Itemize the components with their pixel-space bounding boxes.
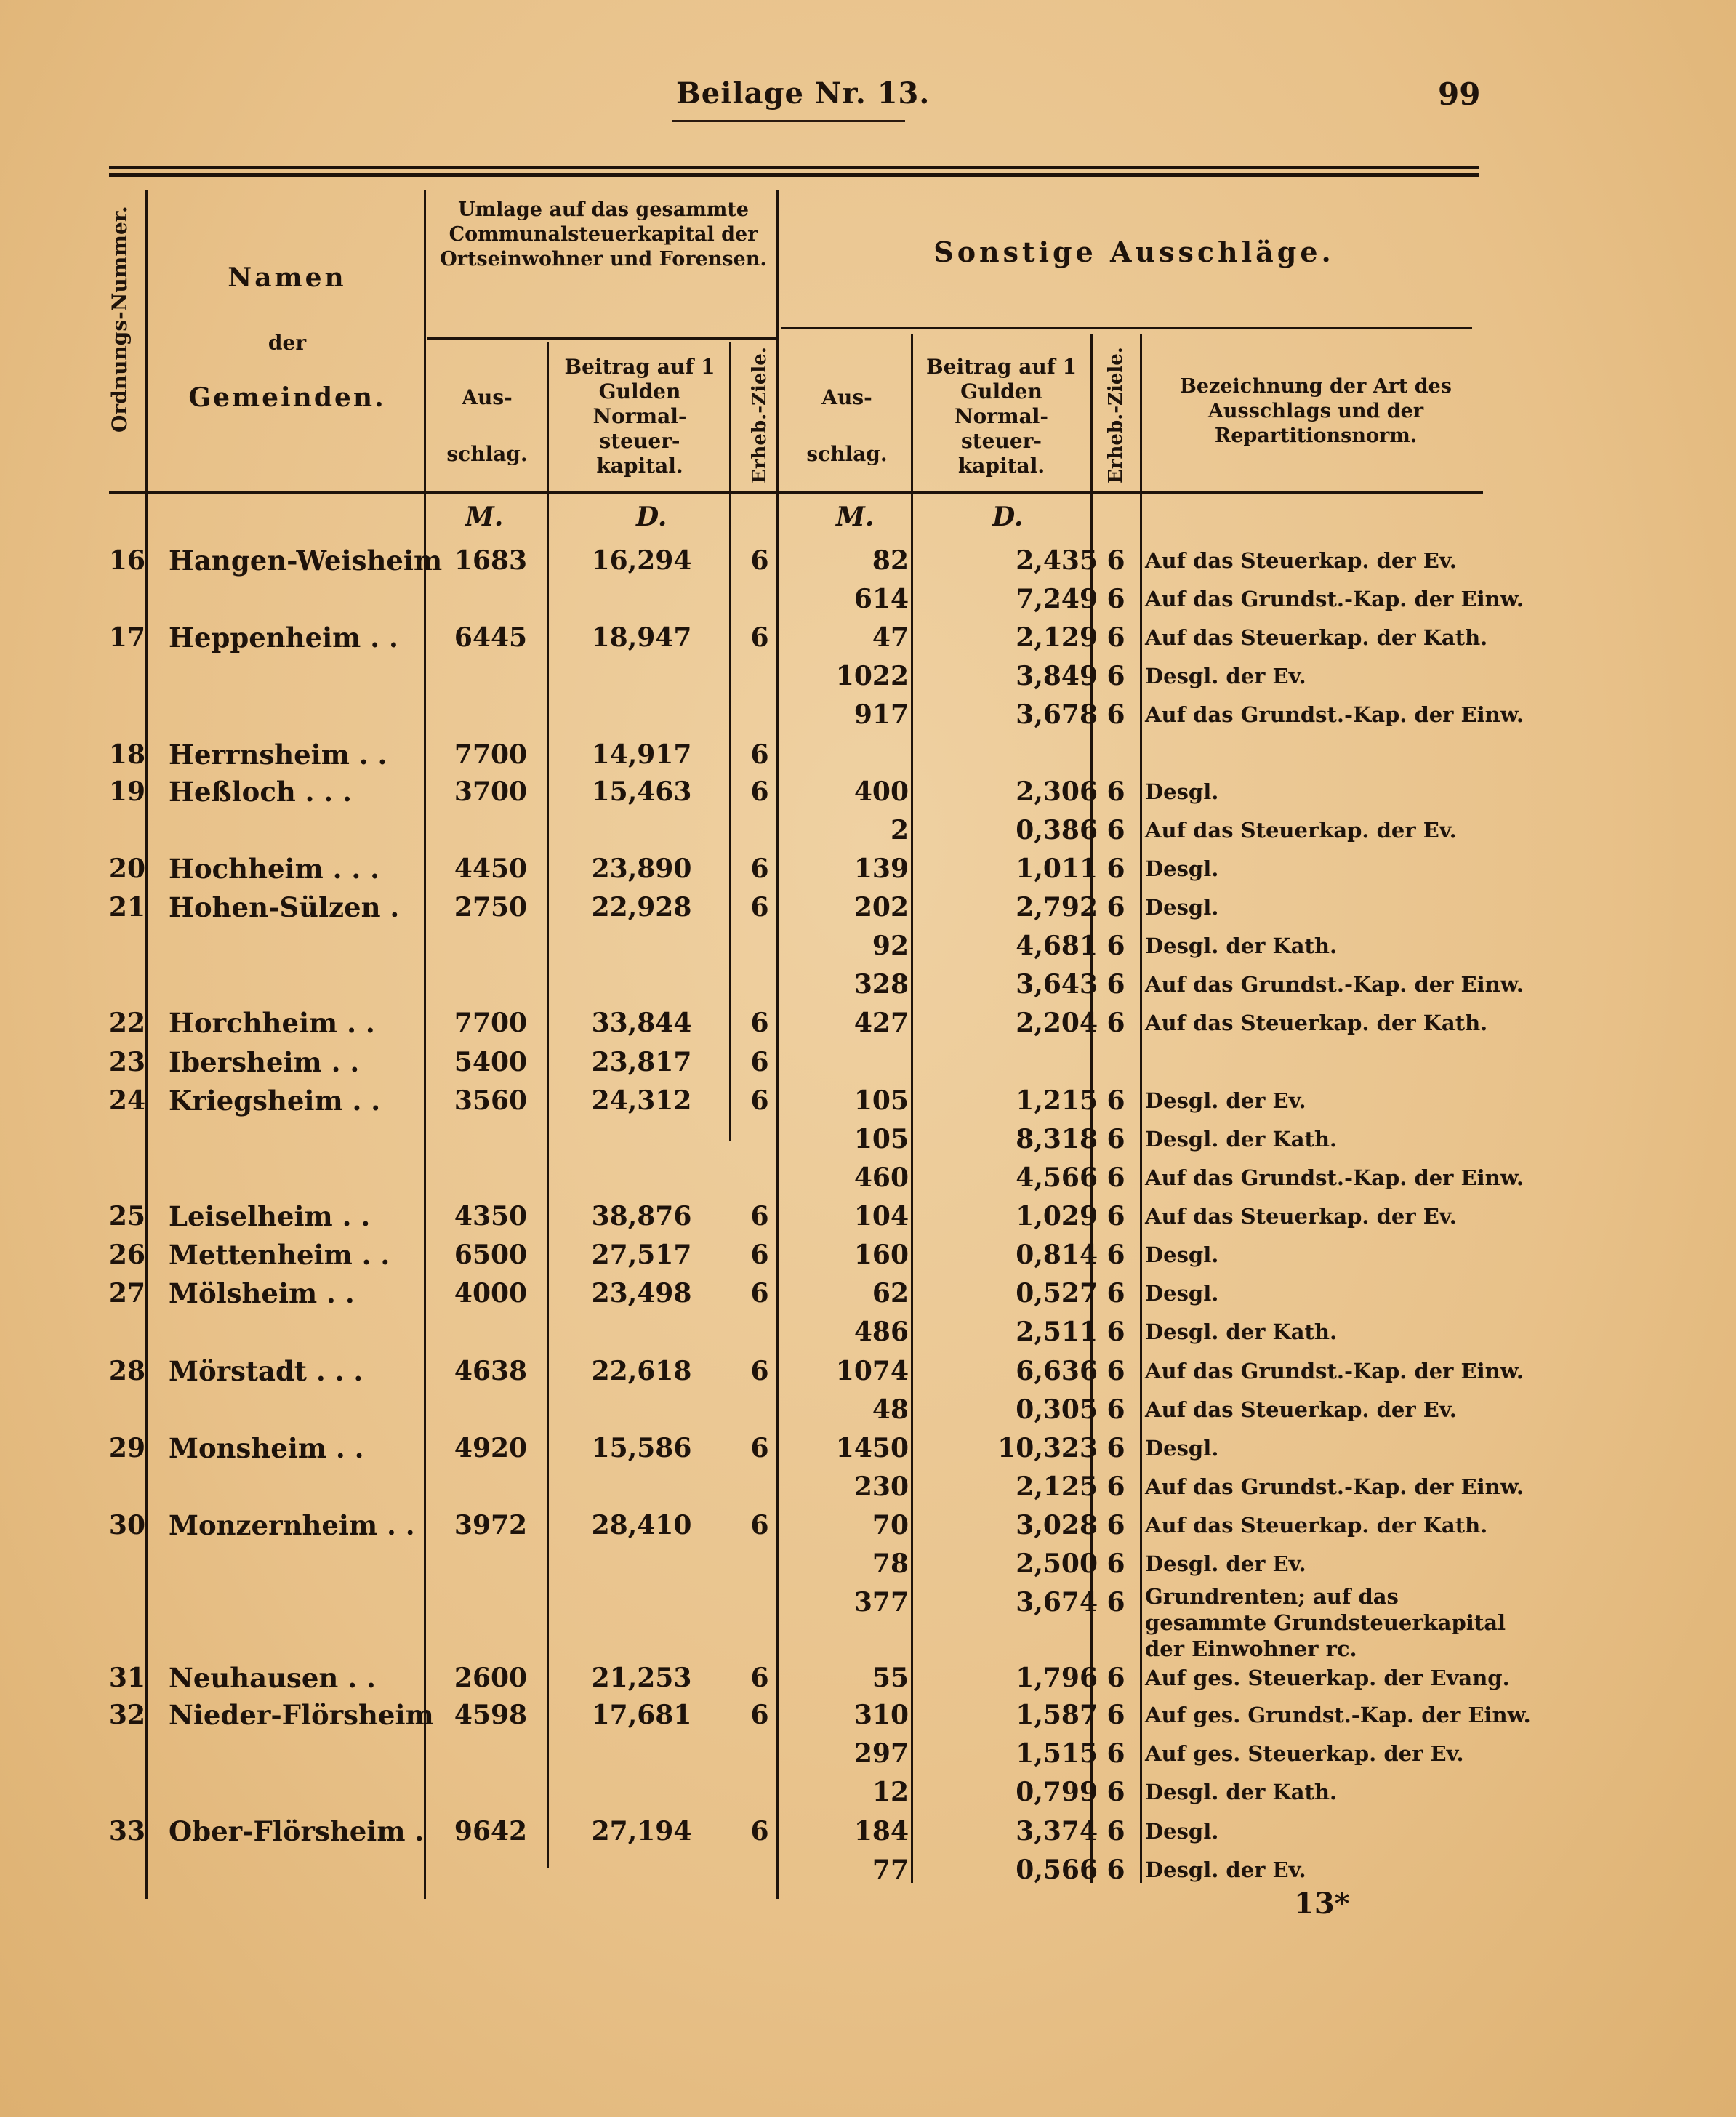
erheb-ziele-b-header: Erheb.-Ziele. xyxy=(1105,347,1127,483)
cell-num: 29 xyxy=(108,1433,145,1463)
cell-aus2: 105 xyxy=(853,1124,909,1154)
cell-aus2: 328 xyxy=(853,969,909,1000)
cell-bei2: 1,029 xyxy=(1016,1201,1098,1232)
cell-bei2: 0,814 xyxy=(1016,1240,1098,1270)
cell-aus2: 160 xyxy=(853,1240,909,1270)
cell-aus2: 400 xyxy=(853,776,909,807)
table-row xyxy=(0,1274,1736,1312)
cell-bei2: 2,306 xyxy=(1016,776,1098,807)
cell-aus: 9642 xyxy=(454,1816,528,1847)
unit-mark-b: M. xyxy=(836,502,875,532)
cell-aus2: 184 xyxy=(853,1816,909,1847)
cell-erh2: 6 xyxy=(1106,1548,1125,1579)
namen-header-1: Namen xyxy=(228,262,347,293)
cell-aus2: 12 xyxy=(872,1777,909,1807)
cell-bez: Auf das Grundst.-Kap. der Einw. xyxy=(1145,1359,1524,1383)
cell-aus2: 2 xyxy=(890,815,909,845)
table-row xyxy=(0,1197,1736,1235)
cell-aus: 7700 xyxy=(454,1008,528,1038)
cell-aus: 1683 xyxy=(454,545,528,576)
cell-erh: 6 xyxy=(750,1816,769,1847)
cell-bez: Auf das Steuerkap. der Ev. xyxy=(1145,1397,1457,1422)
cell-aus: 4920 xyxy=(454,1433,528,1463)
cell-bei2: 8,318 xyxy=(1016,1124,1098,1154)
cell-aus2: 1074 xyxy=(835,1356,909,1386)
cell-aus2: 139 xyxy=(853,853,909,884)
cell-bez: Auf das Steuerkap. der Ev. xyxy=(1145,548,1457,573)
cell-erh2: 6 xyxy=(1106,1777,1125,1807)
cell-bei: 18,947 xyxy=(591,622,692,653)
cell-name: Ober-Flörsheim . xyxy=(169,1815,425,1847)
cell-bei: 22,928 xyxy=(591,892,692,923)
beitrag-b-header: Beitrag auf 1 Gulden Normal-steuer-kapital. xyxy=(925,355,1077,478)
cell-erh2: 6 xyxy=(1106,931,1125,961)
namen-header-3: Gemeinden. xyxy=(188,382,386,413)
cell-erh2: 6 xyxy=(1106,1278,1125,1309)
table-row xyxy=(0,1506,1736,1544)
cell-aus2: 1450 xyxy=(835,1433,909,1463)
cell-bez: Auf das Grundst.-Kap. der Einw. xyxy=(1145,587,1524,611)
table-row xyxy=(0,1545,1736,1583)
cell-erh2: 6 xyxy=(1106,969,1125,1000)
cell-bei: 17,681 xyxy=(591,1700,692,1730)
table-row xyxy=(0,1696,1736,1734)
cell-num: 28 xyxy=(108,1356,145,1386)
table-row xyxy=(0,1773,1736,1811)
table-row xyxy=(0,1851,1736,1889)
cell-num: 30 xyxy=(108,1510,145,1540)
cell-erh2: 6 xyxy=(1106,1124,1125,1154)
cell-bei2: 2,129 xyxy=(1016,622,1098,653)
cell-name: Herrnsheim . . xyxy=(169,739,387,771)
cell-erh2: 6 xyxy=(1106,815,1125,845)
table-row xyxy=(0,580,1736,618)
table-row xyxy=(0,1659,1736,1697)
cell-aus: 3700 xyxy=(454,776,528,807)
cell-bei2: 1,587 xyxy=(1016,1700,1098,1730)
table-row xyxy=(0,1391,1736,1429)
cell-bei: 27,517 xyxy=(591,1240,692,1270)
bezeichnung-header: Bezeichnung der Art des Ausschlags und der Repartitionsnorm. xyxy=(1180,375,1452,447)
cell-erh2: 6 xyxy=(1106,1394,1125,1425)
cell-aus2: 1022 xyxy=(835,661,909,691)
umlage-subrule xyxy=(427,337,776,340)
page-number: 99 xyxy=(1438,76,1481,112)
cell-bei2: 4,681 xyxy=(1016,931,1098,961)
cell-erh2: 6 xyxy=(1106,1587,1125,1618)
cell-bez: Auf das Steuerkap. der Kath. xyxy=(1145,625,1488,650)
cell-aus: 2750 xyxy=(454,892,528,923)
umlage-header: Umlage auf das gesammte Communalsteuerkapital der Ortseinwohner und Forensen. xyxy=(440,198,767,270)
cell-bei2: 2,511 xyxy=(1016,1317,1098,1347)
cell-bez: Auf das Steuerkap. der Kath. xyxy=(1145,1513,1488,1538)
cell-num: 26 xyxy=(108,1240,145,1270)
unit-mark-a: M. xyxy=(465,502,504,532)
cell-bez: Desgl. der Kath. xyxy=(1145,1780,1338,1804)
cell-erh2: 6 xyxy=(1106,584,1125,614)
unit-pfennig-a: D. xyxy=(636,502,667,532)
cell-aus2: 614 xyxy=(853,584,909,614)
cell-aus: 5400 xyxy=(454,1047,528,1077)
cell-aus: 7700 xyxy=(454,739,528,770)
cell-name: Kriegsheim . . xyxy=(169,1085,381,1117)
cell-bei2: 1,011 xyxy=(1016,853,1098,884)
cell-name: Hochheim . . . xyxy=(169,853,380,885)
cell-aus: 3560 xyxy=(454,1085,528,1116)
table-row xyxy=(0,1352,1736,1390)
cell-erh: 6 xyxy=(750,1047,769,1077)
table-row xyxy=(0,1812,1736,1850)
cell-aus2: 70 xyxy=(872,1510,909,1540)
cell-aus: 3972 xyxy=(454,1510,528,1540)
table-row xyxy=(0,696,1736,734)
cell-bez: Desgl. xyxy=(1145,1819,1219,1844)
cell-erh: 6 xyxy=(750,1433,769,1463)
cell-erh2: 6 xyxy=(1106,776,1125,807)
cell-aus2: 486 xyxy=(853,1317,909,1347)
table-row xyxy=(0,542,1736,579)
cell-num: 21 xyxy=(108,892,145,923)
cell-num: 22 xyxy=(108,1008,145,1038)
cell-num: 19 xyxy=(108,776,145,807)
cell-name: Monsheim . . xyxy=(169,1432,364,1464)
cell-bei2: 1,515 xyxy=(1016,1738,1098,1769)
cell-erh2: 6 xyxy=(1106,1663,1125,1693)
cell-erh: 6 xyxy=(750,1663,769,1693)
cell-erh: 6 xyxy=(750,1240,769,1270)
table-row xyxy=(0,1429,1736,1467)
cell-aus2: 55 xyxy=(872,1663,909,1693)
aus-header-1: Aus- xyxy=(462,385,513,409)
cell-bez: Desgl. der Ev. xyxy=(1145,1857,1306,1882)
cell-name: Horchheim . . xyxy=(169,1007,375,1039)
cell-num: 25 xyxy=(108,1201,145,1232)
cell-name: Heßloch . . . xyxy=(169,776,353,808)
cell-bei: 15,586 xyxy=(591,1433,692,1463)
cell-aus: 4350 xyxy=(454,1201,528,1232)
cell-bei: 15,463 xyxy=(591,776,692,807)
top-rule-thin xyxy=(109,173,1479,177)
cell-bez: Desgl. xyxy=(1145,856,1219,881)
cell-erh: 6 xyxy=(750,622,769,653)
cell-erh2: 6 xyxy=(1106,1510,1125,1540)
signature-mark: 13* xyxy=(1294,1887,1350,1921)
cell-erh2: 6 xyxy=(1106,1201,1125,1232)
cell-erh: 6 xyxy=(750,1201,769,1232)
cell-aus: 4000 xyxy=(454,1278,528,1309)
cell-aus2: 92 xyxy=(872,931,909,961)
cell-erh: 6 xyxy=(750,892,769,923)
cell-name: Mörstadt . . . xyxy=(169,1355,363,1387)
cell-bez: Desgl. xyxy=(1145,895,1219,920)
cell-aus2: 47 xyxy=(872,622,909,653)
table-row xyxy=(0,1043,1736,1081)
cell-bei: 22,618 xyxy=(591,1356,692,1386)
cell-bei2: 0,799 xyxy=(1016,1777,1098,1807)
cell-aus: 2600 xyxy=(454,1663,528,1693)
title-underline xyxy=(672,120,905,122)
cell-bei2: 7,249 xyxy=(1016,584,1098,614)
cell-num: 20 xyxy=(108,853,145,884)
cell-bez: Grundrenten; auf das gesammte Grundsteuerkapital der Einwohner rc. xyxy=(1145,1584,1506,1661)
cell-bez: Desgl. xyxy=(1145,779,1219,804)
cell-bez: Desgl. xyxy=(1145,1281,1219,1306)
table-row xyxy=(0,811,1736,849)
cell-num: 23 xyxy=(108,1047,145,1077)
aus-b-header-1: Aus- xyxy=(821,385,872,409)
cell-num: 18 xyxy=(108,739,145,770)
cell-bez: Auf das Steuerkap. der Ev. xyxy=(1145,818,1457,843)
cell-erh2: 6 xyxy=(1106,853,1125,884)
cell-bei: 16,294 xyxy=(591,545,692,576)
cell-bez: Desgl. der Kath. xyxy=(1145,1319,1338,1344)
cell-bez: Desgl. der Ev. xyxy=(1145,664,1306,688)
cell-erh: 6 xyxy=(750,739,769,770)
table-row xyxy=(0,965,1736,1003)
cell-erh2: 6 xyxy=(1106,661,1125,691)
cell-bei2: 2,204 xyxy=(1016,1008,1098,1038)
cell-name: Heppenheim . . xyxy=(169,622,398,654)
cell-aus2: 460 xyxy=(853,1162,909,1193)
table-row xyxy=(0,1159,1736,1197)
cell-bei: 33,844 xyxy=(591,1008,692,1038)
aus-header-2: schlag. xyxy=(446,442,528,466)
cell-name: Neuhausen . . xyxy=(169,1662,376,1694)
table-row xyxy=(0,1082,1736,1120)
cell-bez: Desgl. xyxy=(1145,1436,1219,1461)
cell-bei: 21,253 xyxy=(591,1663,692,1693)
cell-aus2: 310 xyxy=(853,1700,909,1730)
cell-bei: 23,817 xyxy=(591,1047,692,1077)
cell-bei2: 1,796 xyxy=(1016,1663,1098,1693)
cell-erh: 6 xyxy=(750,1278,769,1309)
cell-name: Nieder-Flörsheim xyxy=(169,1699,434,1731)
cell-bei2: 3,678 xyxy=(1016,699,1098,730)
cell-bei2: 6,636 xyxy=(1016,1356,1098,1386)
table-row xyxy=(0,1468,1736,1506)
cell-bez: Auf das Grundst.-Kap. der Einw. xyxy=(1145,972,1524,997)
cell-bei2: 0,386 xyxy=(1016,815,1098,845)
unit-pfennig-b: D. xyxy=(992,502,1024,532)
table-row xyxy=(0,1313,1736,1351)
cell-bei2: 2,792 xyxy=(1016,892,1098,923)
cell-bei2: 3,674 xyxy=(1016,1587,1098,1618)
cell-bei2: 0,566 xyxy=(1016,1855,1098,1885)
cell-bei2: 2,500 xyxy=(1016,1548,1098,1579)
cell-aus: 6500 xyxy=(454,1240,528,1270)
sonstige-subrule xyxy=(781,327,1472,329)
cell-bei2: 0,305 xyxy=(1016,1394,1098,1425)
cell-bei: 28,410 xyxy=(591,1510,692,1540)
namen-header-2: der xyxy=(268,331,307,355)
cell-bei: 14,917 xyxy=(591,739,692,770)
cell-bez: Auf ges. Grundst.-Kap. der Einw. xyxy=(1145,1703,1531,1727)
cell-aus: 4598 xyxy=(454,1700,528,1730)
cell-erh: 6 xyxy=(750,1356,769,1386)
cell-erh: 6 xyxy=(750,545,769,576)
cell-bei: 24,312 xyxy=(591,1085,692,1116)
cell-bei2: 1,215 xyxy=(1016,1085,1098,1116)
table-row xyxy=(0,1735,1736,1772)
beilage-title: Beilage Nr. 13. xyxy=(676,76,931,111)
cell-aus2: 377 xyxy=(853,1587,909,1618)
cell-bez: Auf das Steuerkap. der Ev. xyxy=(1145,1204,1457,1229)
cell-bei2: 3,849 xyxy=(1016,661,1098,691)
cell-bei2: 2,435 xyxy=(1016,545,1098,576)
cell-erh2: 6 xyxy=(1106,1433,1125,1463)
cell-bei: 23,498 xyxy=(591,1278,692,1309)
cell-erh: 6 xyxy=(750,1510,769,1540)
cell-bei2: 3,643 xyxy=(1016,969,1098,1000)
cell-bei2: 3,028 xyxy=(1016,1510,1098,1540)
cell-bei2: 3,374 xyxy=(1016,1816,1098,1847)
table-row xyxy=(0,773,1736,811)
cell-name: Ibersheim . . xyxy=(169,1046,360,1078)
cell-bez: Desgl. der Ev. xyxy=(1145,1551,1306,1576)
cell-aus2: 427 xyxy=(853,1008,909,1038)
header-bottom-rule xyxy=(109,491,1483,494)
cell-bei: 27,194 xyxy=(591,1816,692,1847)
cell-erh2: 6 xyxy=(1106,1738,1125,1769)
cell-aus2: 104 xyxy=(853,1201,909,1232)
cell-bez: Auf das Grundst.-Kap. der Einw. xyxy=(1145,702,1524,727)
table-row xyxy=(0,850,1736,888)
cell-erh2: 6 xyxy=(1106,1317,1125,1347)
cell-erh2: 6 xyxy=(1106,1700,1125,1730)
cell-aus2: 202 xyxy=(853,892,909,923)
cell-aus2: 105 xyxy=(853,1085,909,1116)
cell-aus: 6445 xyxy=(454,622,528,653)
sonstige-header: Sonstige Ausschläge. xyxy=(933,236,1335,268)
cell-bei2: 0,527 xyxy=(1016,1278,1098,1309)
table-row xyxy=(0,1236,1736,1274)
cell-aus: 4450 xyxy=(454,853,528,884)
table-row xyxy=(0,1583,1736,1661)
cell-bei: 38,876 xyxy=(591,1201,692,1232)
cell-erh2: 6 xyxy=(1106,1855,1125,1885)
cell-bez: Desgl. xyxy=(1145,1242,1219,1267)
table-row xyxy=(0,1120,1736,1158)
cell-bez: Desgl. der Kath. xyxy=(1145,1127,1338,1152)
cell-bez: Auf ges. Steuerkap. der Ev. xyxy=(1145,1741,1464,1766)
cell-erh2: 6 xyxy=(1106,1240,1125,1270)
cell-num: 17 xyxy=(108,622,145,653)
cell-erh2: 6 xyxy=(1106,892,1125,923)
cell-num: 33 xyxy=(108,1816,145,1847)
aus-b-header-2: schlag. xyxy=(806,442,888,466)
table-row xyxy=(0,619,1736,656)
cell-aus2: 917 xyxy=(853,699,909,730)
cell-aus: 4638 xyxy=(454,1356,528,1386)
table-row xyxy=(0,888,1736,926)
cell-bei2: 2,125 xyxy=(1016,1471,1098,1502)
cell-name: Hangen-Weisheim xyxy=(169,545,443,577)
cell-bei2: 10,323 xyxy=(997,1433,1098,1463)
cell-bez: Auf das Grundst.-Kap. der Einw. xyxy=(1145,1474,1524,1499)
ordnungs-nummer-header: Ordnungs-Nummer. xyxy=(108,206,132,433)
cell-aus2: 77 xyxy=(872,1855,909,1885)
cell-erh: 6 xyxy=(750,1700,769,1730)
cell-name: Monzernheim . . xyxy=(169,1509,415,1541)
cell-aus2: 82 xyxy=(872,545,909,576)
erheb-ziele-header: Erheb.-Ziele. xyxy=(749,347,771,483)
cell-bei2: 4,566 xyxy=(1016,1162,1098,1193)
cell-aus2: 297 xyxy=(853,1738,909,1769)
cell-aus2: 62 xyxy=(872,1278,909,1309)
cell-bez: Auf das Steuerkap. der Kath. xyxy=(1145,1011,1488,1035)
cell-bez: Desgl. der Kath. xyxy=(1145,933,1338,958)
cell-erh2: 6 xyxy=(1106,1471,1125,1502)
cell-erh2: 6 xyxy=(1106,1085,1125,1116)
cell-erh2: 6 xyxy=(1106,699,1125,730)
cell-aus2: 48 xyxy=(872,1394,909,1425)
table-row xyxy=(0,657,1736,695)
cell-aus2: 230 xyxy=(853,1471,909,1502)
table-row xyxy=(0,1004,1736,1042)
cell-erh2: 6 xyxy=(1106,545,1125,576)
cell-name: Mettenheim . . xyxy=(169,1239,390,1271)
cell-bez: Desgl. der Ev. xyxy=(1145,1088,1306,1113)
cell-erh2: 6 xyxy=(1106,1356,1125,1386)
cell-name: Hohen-Sülzen . xyxy=(169,891,400,923)
cell-bei: 23,890 xyxy=(591,853,692,884)
cell-erh: 6 xyxy=(750,776,769,807)
table-row xyxy=(0,736,1736,774)
cell-name: Mölsheim . . xyxy=(169,1277,355,1309)
cell-erh: 6 xyxy=(750,1085,769,1116)
cell-num: 27 xyxy=(108,1278,145,1309)
cell-num: 32 xyxy=(108,1700,145,1730)
top-double-rule xyxy=(109,166,1479,169)
cell-name: Leiselheim . . xyxy=(169,1200,371,1232)
cell-erh: 6 xyxy=(750,853,769,884)
cell-bez: Auf ges. Steuerkap. der Evang. xyxy=(1145,1666,1510,1690)
cell-aus2: 78 xyxy=(872,1548,909,1579)
cell-num: 31 xyxy=(108,1663,145,1693)
cell-bez: Auf das Grundst.-Kap. der Einw. xyxy=(1145,1165,1524,1190)
beitrag-header: Beitrag auf 1 Gulden Normal-steuer-kapital. xyxy=(564,355,715,478)
table-row xyxy=(0,927,1736,965)
cell-erh: 6 xyxy=(750,1008,769,1038)
cell-erh2: 6 xyxy=(1106,1008,1125,1038)
cell-erh2: 6 xyxy=(1106,622,1125,653)
cell-num: 24 xyxy=(108,1085,145,1116)
cell-erh2: 6 xyxy=(1106,1162,1125,1193)
cell-erh2: 6 xyxy=(1106,1816,1125,1847)
cell-num: 16 xyxy=(108,545,145,576)
